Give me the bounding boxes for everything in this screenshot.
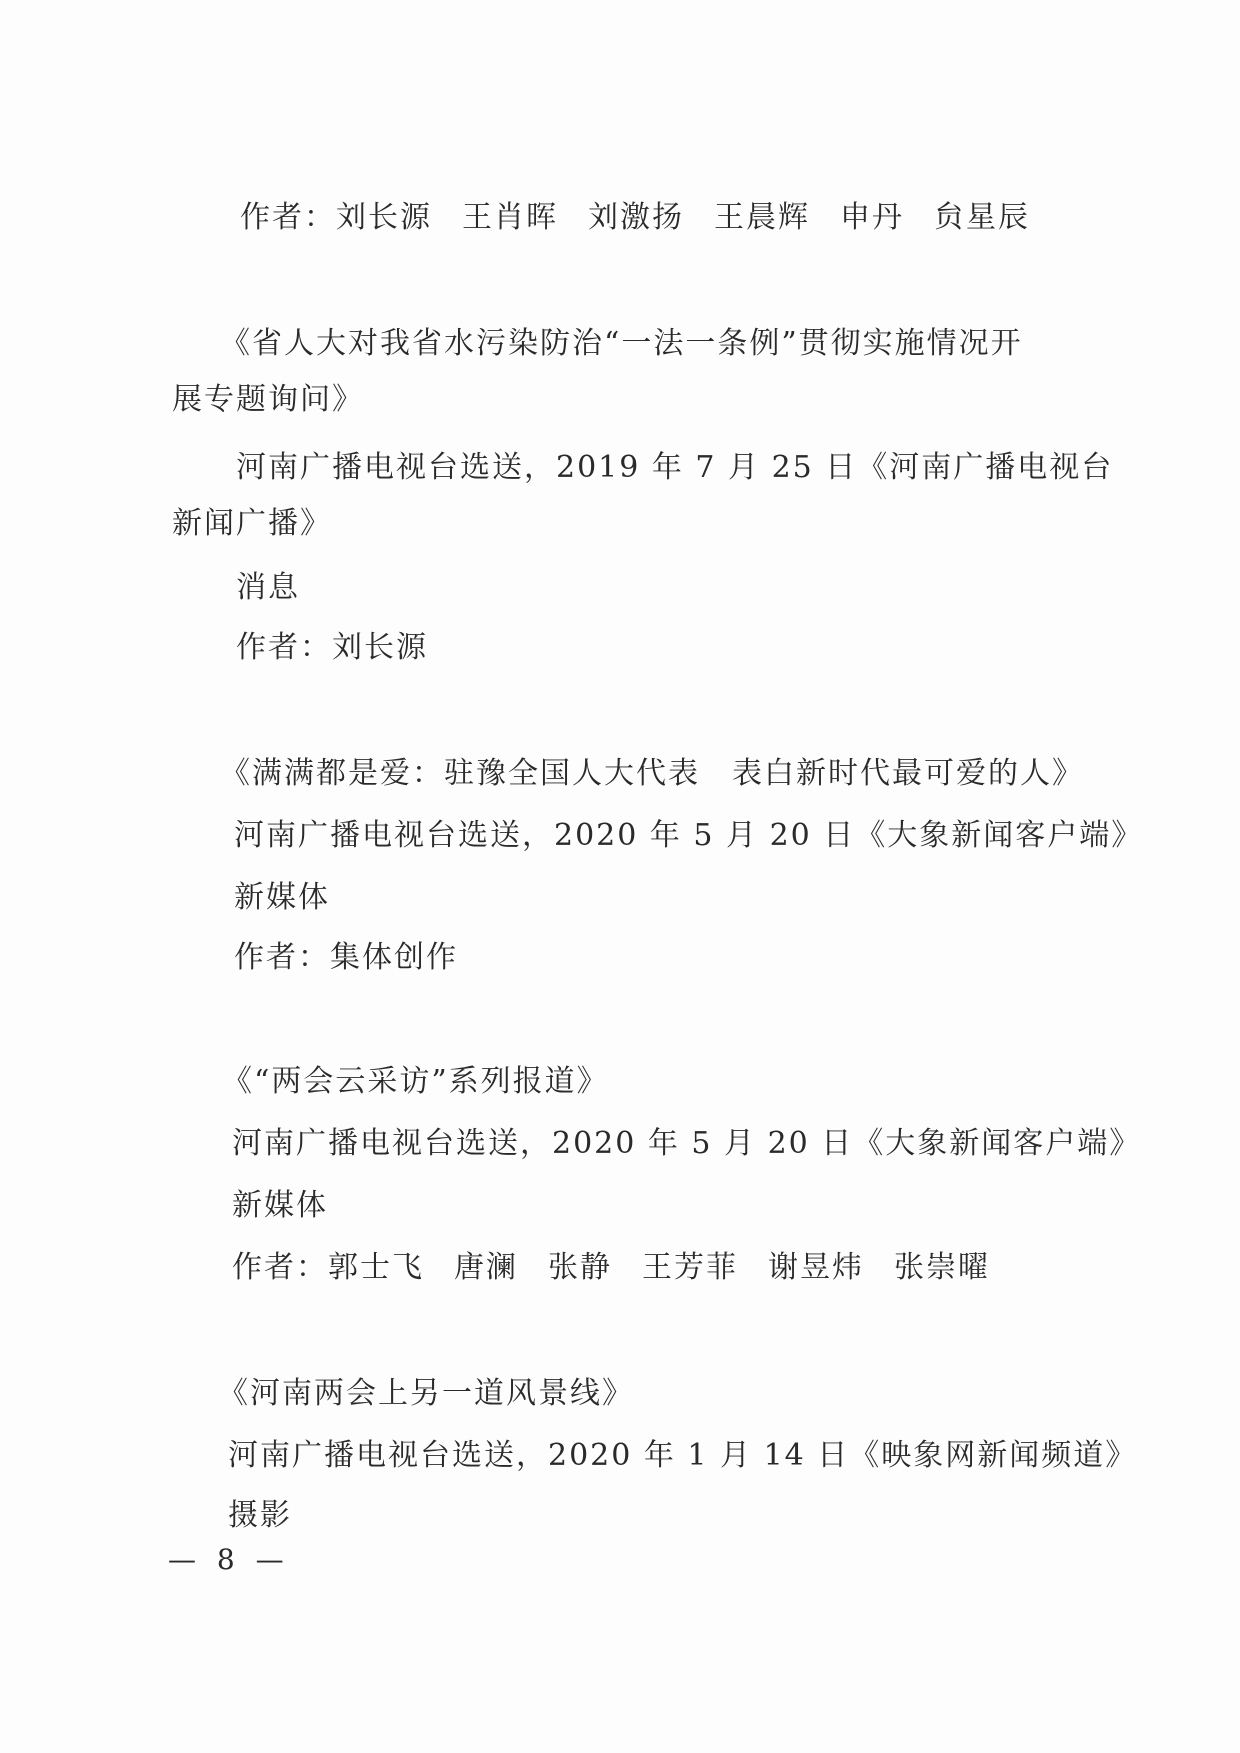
author-name: 唐澜: [454, 1250, 518, 1285]
author-name: 王肖晖: [462, 200, 558, 235]
entry0-authors: [240, 198, 1030, 238]
entry1-title-cont: 展专题询问》: [172, 382, 364, 417]
author-name: 贠星辰: [934, 200, 1030, 235]
entry1-source: 河南广播电视台选送，2019 年 7 月 25 日《河南广播电视台: [236, 450, 1114, 485]
entry4-category: 摄影: [228, 1498, 292, 1533]
author-name: 申丹: [840, 200, 904, 235]
author-name: 刘长源: [336, 200, 432, 235]
entry1-source-cont: 新闻广播》: [172, 506, 332, 541]
entry1-category: 消息: [236, 570, 300, 605]
author-prefix: 作者：: [240, 200, 336, 235]
author-name: 刘激扬: [588, 200, 684, 235]
author-name: 郭士飞: [328, 1250, 424, 1285]
entry2-category: 新媒体: [234, 880, 330, 915]
entry2-source: 河南广播电视台选送，2020 年 5 月 20 日《大象新闻客户端》: [234, 818, 1144, 853]
author-name: 张静: [548, 1250, 612, 1285]
entry3-source: 河南广播电视台选送，2020 年 5 月 20 日《大象新闻客户端》: [232, 1126, 1142, 1161]
entry2-title: 《满满都是爱：驻豫全国人大代表 表白新时代最可爱的人》: [220, 756, 1084, 791]
author-name: 王晨辉: [714, 200, 810, 235]
entry3-category: 新媒体: [232, 1188, 328, 1223]
entry3-authors: [232, 1248, 990, 1288]
page-number: — 8 —: [168, 1543, 290, 1576]
author-prefix: 作者：: [232, 1250, 328, 1285]
author-name: 谢昱炜: [768, 1250, 864, 1285]
author-name: 张崇曜: [894, 1250, 990, 1285]
entry4-title: 《河南两会上另一道风景线》: [218, 1376, 634, 1411]
entry4-source: 河南广播电视台选送，2020 年 1 月 14 日《映象网新闻频道》: [228, 1438, 1138, 1473]
author-name: 王芳菲: [642, 1250, 738, 1285]
entry3-title: 《“两会云采访”系列报道》: [222, 1064, 609, 1099]
entry1-author: 作者：刘长源: [236, 630, 428, 665]
entry1-title: 《省人大对我省水污染防治“一法一条例”贯彻实施情况开: [220, 326, 1023, 361]
entry2-author: 作者：集体创作: [234, 940, 458, 975]
